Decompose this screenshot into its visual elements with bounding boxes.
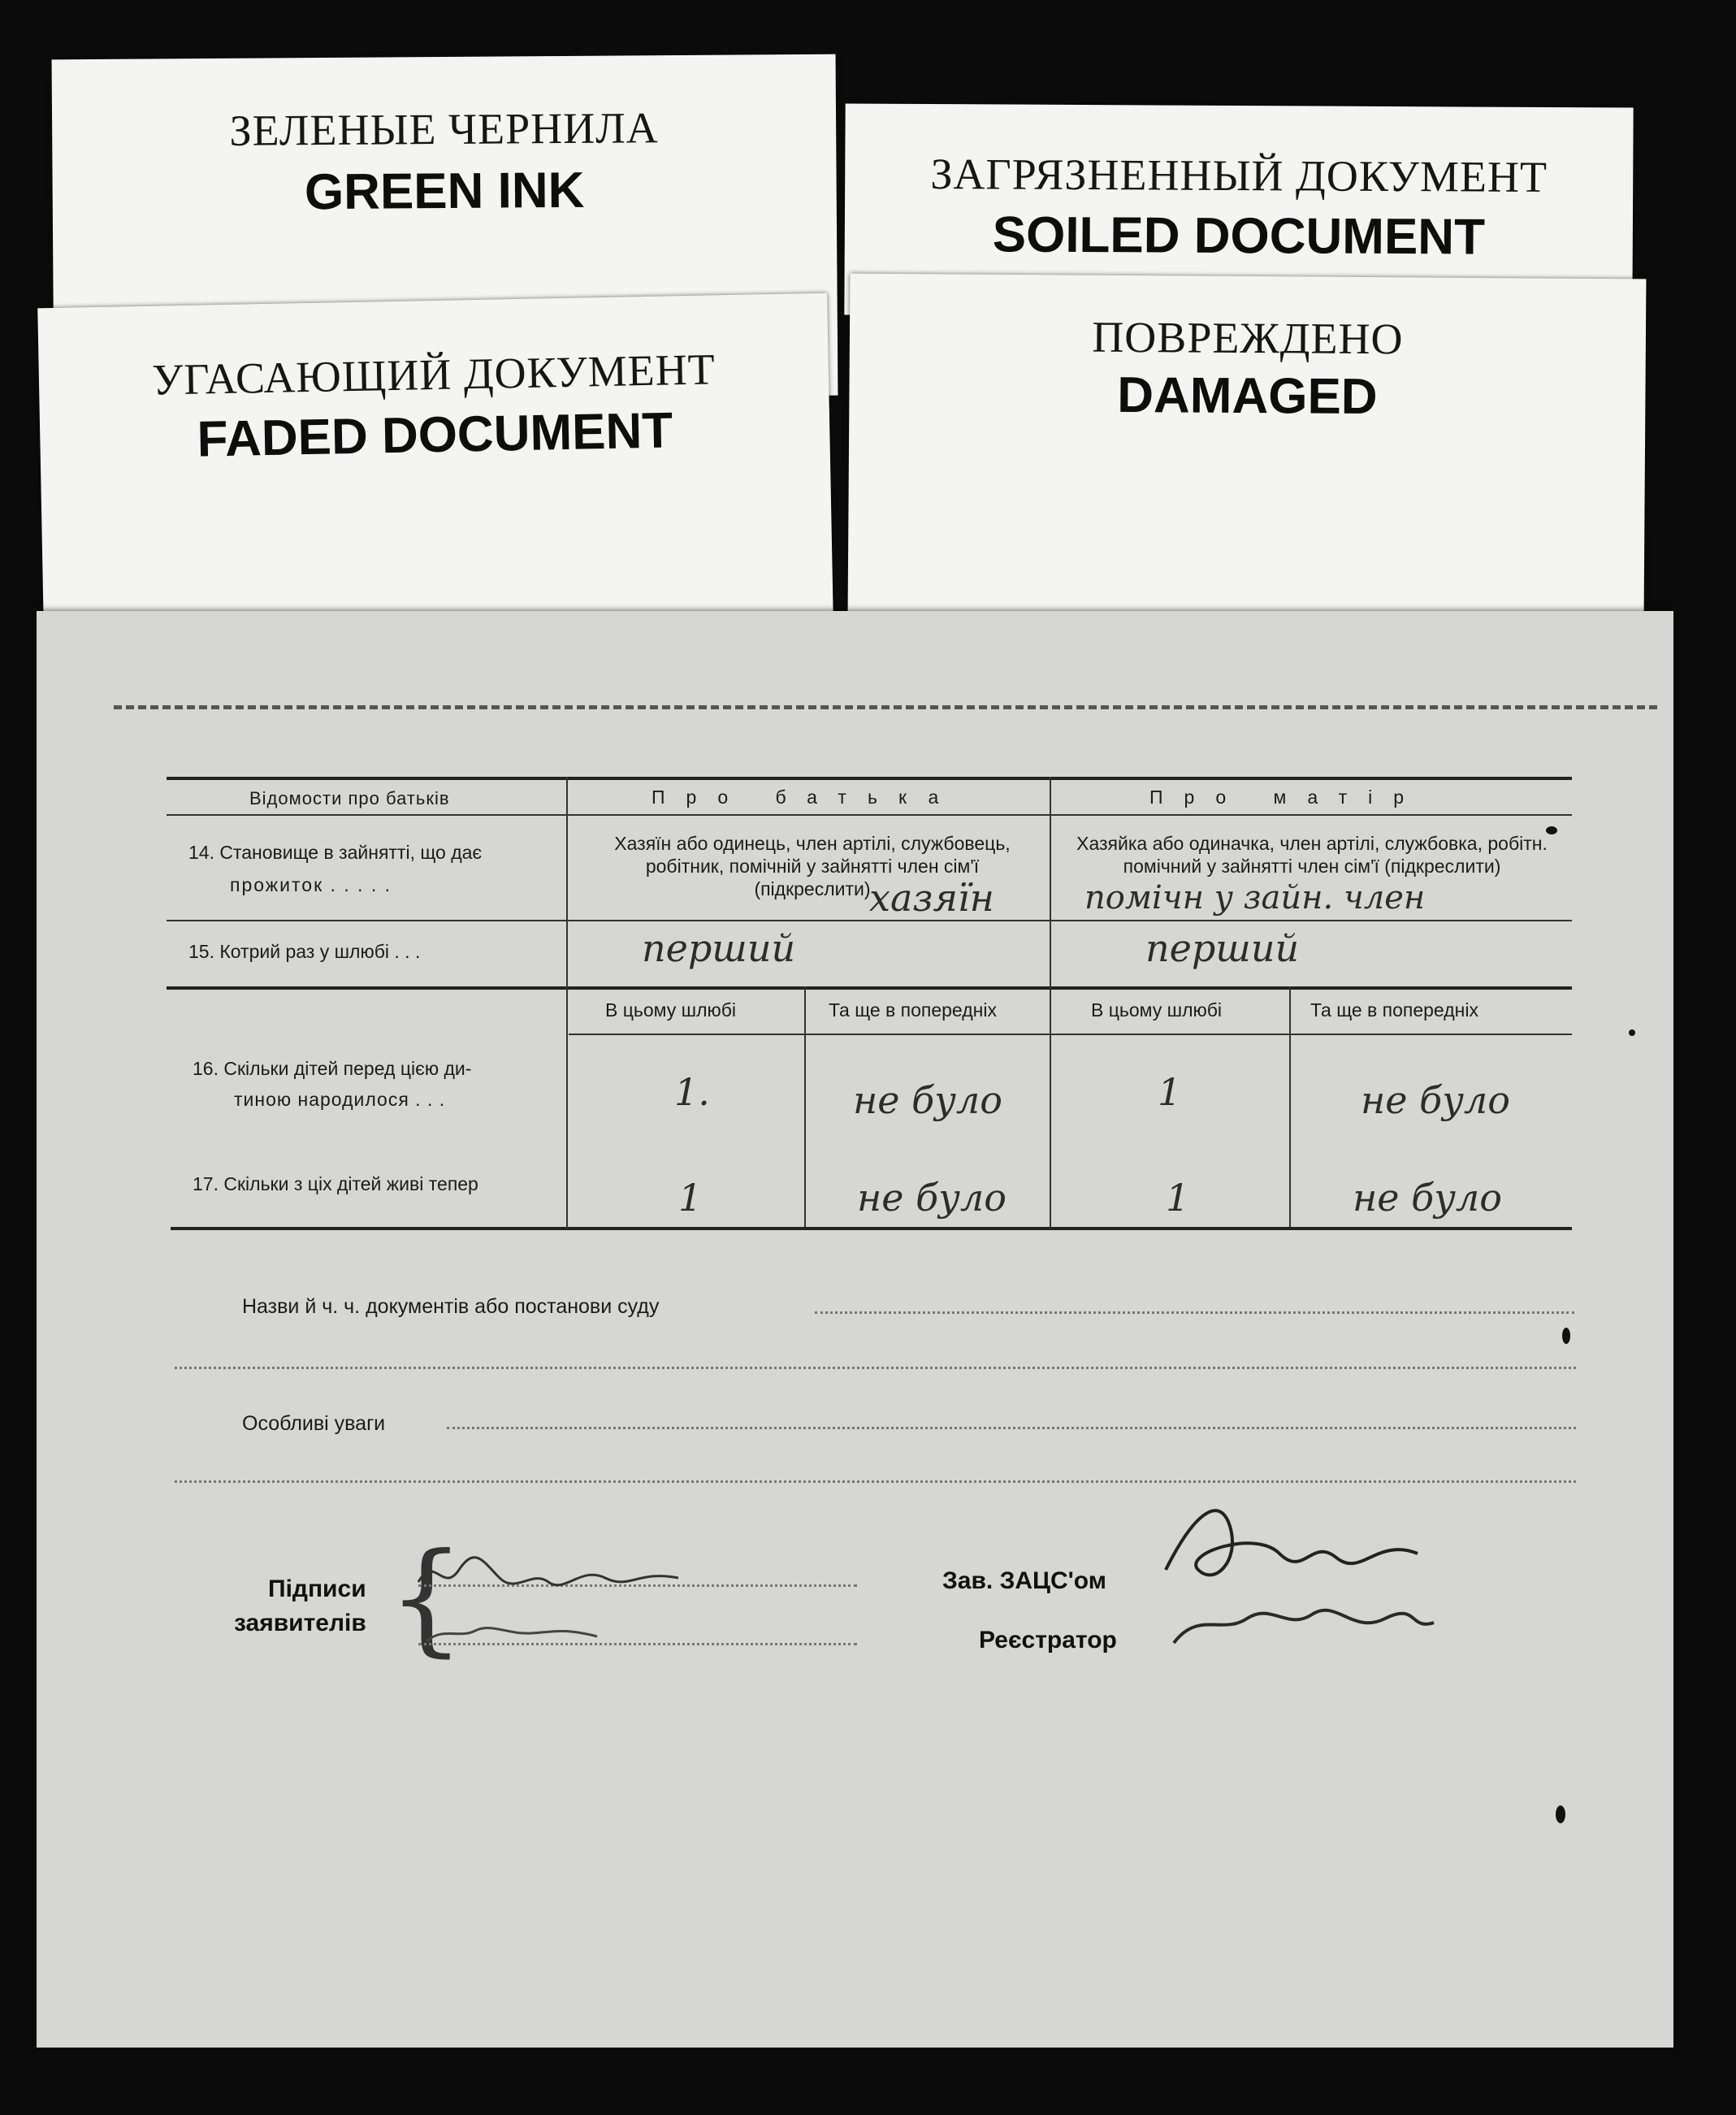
row14-father-value: хазяїн: [869, 876, 994, 920]
table-bottom-rule: [171, 1227, 1572, 1230]
row15-father-value: перший: [642, 926, 796, 970]
row16-label: 16. Скільки дітей перед цією ди-: [193, 1058, 472, 1079]
row15-mother-value: перший: [1145, 926, 1300, 970]
faded-document-card: [37, 293, 833, 634]
row16-father-this: 1.: [674, 1070, 710, 1114]
damage-mark: [1546, 826, 1557, 834]
card-label-ru: ЗАГРЯЗНЕННЫЙ ДОКУМЕНТ: [930, 150, 1548, 202]
subheader-mother-prev: Та ще в попередніх: [1310, 999, 1478, 1021]
header-father: Про батька: [652, 787, 960, 808]
col-divider-father-sub: [804, 986, 806, 1227]
damage-mark: [1562, 1328, 1570, 1344]
card-label-en: FADED DOCUMENT: [196, 402, 673, 468]
card-label-en: DAMAGED: [1117, 366, 1378, 426]
registration-form: [37, 611, 1673, 2048]
card-label-en: GREEN INK: [304, 162, 585, 221]
perforation-line: [114, 705, 1657, 709]
notes-label: Особливі уваги: [242, 1412, 386, 1435]
damaged-card: [848, 274, 1647, 621]
subheader-rule: [569, 1034, 1572, 1035]
row14-label-cont: прожиток . . . . .: [230, 874, 392, 895]
row14-mother-options: Хазяйка або одиначка, член артілі, службовка, робітн. помічний у зайнятті член сім'ї (підкреслити): [1076, 833, 1548, 877]
row16-father-prev: не було: [853, 1078, 1002, 1122]
row14-label: 14. Становище в зайнятті, що дає: [188, 842, 483, 863]
table-top-rule: [167, 777, 1572, 780]
row15-label: 15. Котрий раз у шлюбі . . .: [188, 941, 421, 962]
subheader-father-this: В цьому шлюбі: [605, 999, 737, 1021]
subheader-father-prev: Та ще в попередніх: [829, 999, 997, 1021]
row14-father-options: Хазяїн або одинець, член артілі, службовець, робітник, помічній у зайнятті член сім'ї (підкреслити): [614, 833, 1011, 899]
row14-mother-value: помічн у зайн. член: [1084, 879, 1426, 917]
brace-glyph: {: [387, 1528, 465, 1669]
card-label-en: SOILED DOCUMENT: [992, 206, 1486, 266]
documents-line: [815, 1311, 1574, 1314]
signatures-label: Підписи: [268, 1575, 366, 1602]
card-label-ru: УГАСАЮЩИЙ ДОКУМЕНТ: [151, 345, 716, 405]
head-label: Зав. ЗАЦС'ом: [942, 1567, 1106, 1594]
row17-label: 17. Скільки з ціх дітей живі тепер: [193, 1173, 478, 1194]
row14-rule: [167, 920, 1572, 921]
row16-label-cont: тиною народилося . . .: [234, 1089, 446, 1110]
signatures-label-cont: заявителів: [234, 1610, 366, 1636]
col-divider-mother: [1050, 777, 1051, 1229]
row17-mother-this: 1: [1166, 1176, 1190, 1220]
col-divider-mother-sub: [1289, 986, 1291, 1227]
documents-label: Назви й ч. ч. документів або постанови суду: [242, 1295, 660, 1318]
row16-mother-this: 1: [1158, 1070, 1182, 1114]
damage-mark: [1556, 1805, 1565, 1823]
row17-father-this: 1: [678, 1176, 703, 1220]
registrar-label: Реєстратор: [979, 1627, 1117, 1653]
card-label-ru: ПОВРЕЖДЕНО: [1092, 312, 1404, 364]
col-divider-father: [566, 777, 568, 1229]
subheader-mother-this: В цьому шлюбі: [1091, 999, 1223, 1021]
documents-line-2: [175, 1367, 1576, 1369]
notes-line: [447, 1427, 1576, 1429]
row17-father-prev: не було: [857, 1176, 1007, 1220]
row16-mother-prev: не було: [1361, 1078, 1510, 1122]
header-col-label: Відомости про батьків: [249, 788, 450, 808]
header-mother: Про матір: [1149, 787, 1426, 808]
official-signatures: [1149, 1480, 1474, 1659]
header-rule: [167, 814, 1572, 816]
applicant-signatures: [410, 1537, 703, 1651]
damage-mark: [1629, 1029, 1635, 1036]
row17-mother-prev: не було: [1353, 1176, 1502, 1220]
card-label-ru: ЗЕЛЕНЫЕ ЧЕРНИЛА: [229, 103, 659, 155]
row15-rule: [167, 986, 1572, 990]
